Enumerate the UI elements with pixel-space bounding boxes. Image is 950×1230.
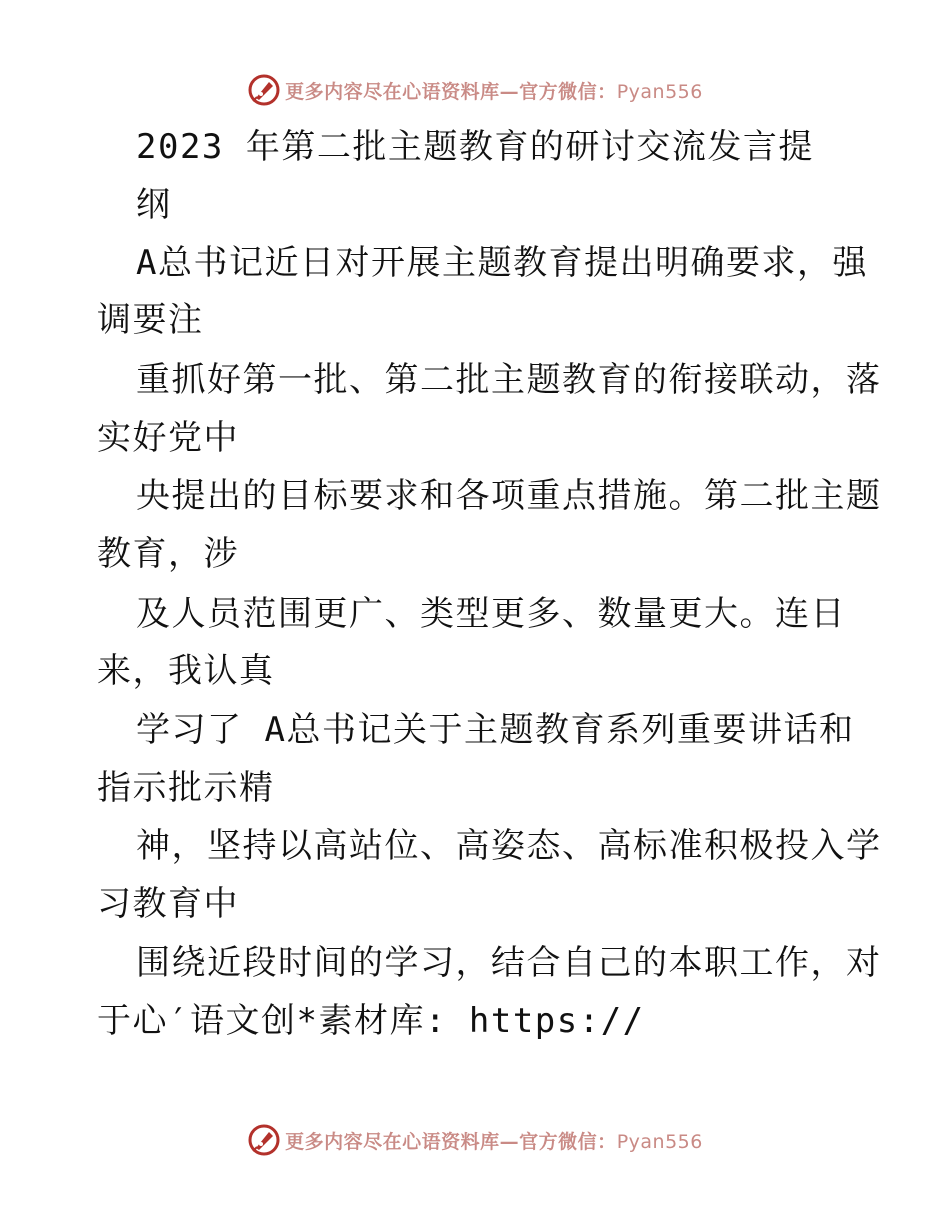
doc-line: 实好党中: [97, 418, 239, 458]
doc-line: 2023 年第二批主题教育的研讨交流发言提: [136, 127, 814, 167]
doc-line: 重抓好第一批、第二批主题教育的衔接联动，落: [136, 360, 882, 400]
doc-line: 来，我认真: [97, 651, 275, 691]
banner-title: 更多内容尽在心语资料库: [285, 1130, 500, 1153]
pen-nib-logo-icon: [247, 1123, 281, 1157]
doc-line: 指示批示精: [97, 768, 275, 808]
header-banner: [0, 70, 950, 110]
banner-wechat-id: Pyan556: [616, 1130, 703, 1153]
doc-line: 学习了 A总书记关于主题教育系列重要讲话和: [136, 710, 855, 750]
doc-line: 央提出的目标要求和各项重点措施。第二批主题: [136, 476, 882, 516]
doc-line: 习教育中: [97, 884, 239, 924]
footer-banner: [0, 1120, 950, 1160]
banner-wechat-label: 官方微信：: [519, 80, 617, 103]
doc-line: 调要注: [97, 300, 204, 340]
doc-line: 神，坚持以高站位、高姿态、高标准积极投入学: [136, 826, 882, 866]
doc-line: 于心′语文创*素材库: https://: [97, 1001, 645, 1041]
banner-dash: —: [499, 80, 520, 103]
banner-text: [285, 77, 703, 104]
pen-nib-logo-icon: [247, 73, 281, 107]
doc-line: 及人员范围更广、类型更多、数量更大。连日: [136, 594, 846, 634]
banner-dash: —: [499, 1130, 520, 1153]
doc-line: A总书记近日对开展主题教育提出明确要求，强: [136, 243, 868, 283]
banner-text: [285, 1127, 703, 1154]
banner-wechat-id: Pyan556: [616, 80, 703, 103]
banner-wechat-label: 官方微信：: [519, 1130, 617, 1153]
banner-title: 更多内容尽在心语资料库: [285, 80, 500, 103]
doc-line: 教育，涉: [97, 534, 239, 574]
doc-line: 纲: [136, 185, 172, 225]
doc-line: 围绕近段时间的学习，结合自己的本职工作，对: [136, 943, 882, 983]
